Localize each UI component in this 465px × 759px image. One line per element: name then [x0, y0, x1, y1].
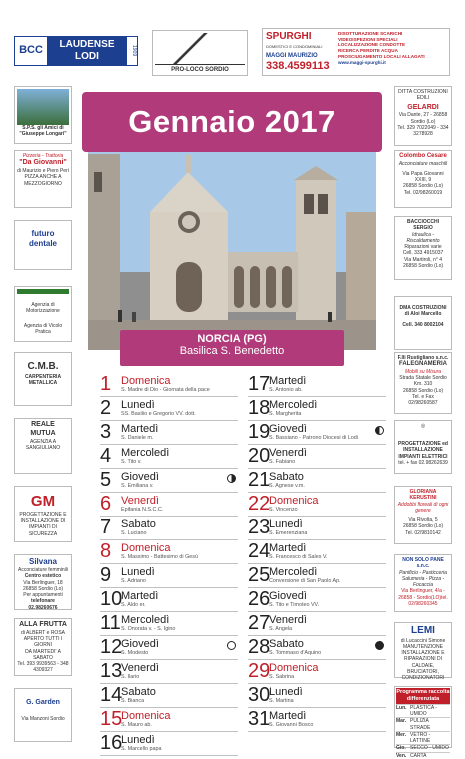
silvana-ad [14, 554, 72, 610]
rustigliano-line4: Strada Statale Sordio Km. 310 [399, 375, 447, 388]
calendar-day [248, 517, 386, 540]
saint-name: S. Marcello papa [121, 745, 162, 752]
saint-name: S. Tito v. [121, 458, 142, 465]
weekday-name: Sabato [121, 518, 156, 531]
saint-name: S. Fabiano [269, 458, 296, 465]
dma-line2: di Aloi Marcello [404, 311, 442, 318]
calendar-day [248, 446, 386, 469]
spurghi-phone: 338.4599113 [266, 60, 330, 73]
weekday-name: Sabato [269, 470, 304, 483]
pescatori-line1: S.P.S. gli Amici di [22, 125, 64, 131]
weekday-name: Martedì [269, 709, 307, 722]
frutta-line5: Tel. 393 9939563 - 348 4309327 [17, 661, 69, 674]
spurghi-service: PROSCIUGAMENTO LOCALI ALLAGATI [338, 53, 425, 59]
proloco-drawing [155, 33, 245, 65]
day-number: 20 [248, 444, 271, 467]
day-number: 13 [100, 659, 123, 682]
day-number: 28 [248, 635, 271, 658]
bacciocchi-line4: Cell. 333 4915037 [402, 250, 444, 257]
frutta-line4: DA MARTEDI' A SABATO [25, 648, 61, 661]
pescatori-line2: "Giuseppe Longari" [19, 131, 67, 138]
colombo-line1: Colombo Cesare [399, 153, 447, 159]
gianetti-ad [394, 420, 452, 474]
day-number: 25 [248, 564, 271, 587]
raccolta-row [396, 717, 450, 731]
raccolta-type: CARTA [410, 752, 427, 759]
cmb-line2: CARPENTERIA METALLICA [24, 373, 62, 386]
bcc-name: LAUDENSE LODI [47, 37, 127, 65]
calendar-day [100, 685, 238, 708]
saint-name: S. Bianca [121, 697, 145, 704]
calendar-day [100, 733, 238, 756]
day-number: 21 [248, 468, 271, 491]
weekday-name: Domenica [121, 375, 171, 387]
saint-name: S. Antonio ab. [269, 387, 303, 393]
caption-subject: Basilica S. Benedetto [179, 345, 285, 357]
saint-name: S. Tito e Timoteo VV. [269, 602, 320, 609]
bacciocchi-line6: 26858 Sordio (Lo) [402, 262, 444, 269]
weekday-name: Giovedì [269, 590, 307, 603]
rustigliano-line3: Mobili su Misura [404, 368, 442, 375]
proloco-name: PRO-LOCO SORDIO [171, 67, 229, 73]
calendar-day [100, 589, 238, 612]
impianti-logo-icon: ◎ [420, 423, 426, 429]
weekday-name: Lunedì [121, 733, 155, 746]
raccolta-type: PULIZIA STRADE [410, 718, 431, 731]
pizzeria-line2: "Da Giovanni" [19, 159, 67, 167]
weekday-name: Mercoledì [121, 614, 170, 626]
frutta-line1: ALLA FRUTTA [19, 621, 67, 628]
saint-name: S. Aldo er. [121, 602, 146, 609]
gelardi-line3: Via Dante, 27 - 26858 Sordio (Lo) [398, 112, 448, 125]
day-number: 3 [100, 420, 112, 443]
saint-name: S. Bassiano - Patrono Diocesi di Lodi [269, 434, 358, 441]
weekday-name: Venerdì [269, 446, 307, 459]
raccolta-day: Ven. [396, 752, 407, 759]
frutta-line3: APERTO TUTTI I GIORNI [23, 636, 63, 649]
day-number: 12 [100, 635, 123, 658]
garden-line1: G. Garden [26, 699, 60, 706]
saint-name: S. Angela [269, 626, 293, 632]
weekday-name: Martedì [121, 590, 159, 603]
calendar-day [100, 422, 238, 445]
nsp-line2: Panificio - Pasticceria [399, 569, 447, 576]
saint-name: S. Tommaso d'Aquino [269, 649, 322, 656]
calendar-day [100, 470, 238, 493]
raccolta-type: PLASTICA - UMIDO [410, 704, 437, 717]
calendar-day [100, 565, 238, 588]
day-number: 8 [100, 540, 112, 563]
raccolta-day: Lun. [396, 704, 407, 711]
weekday-name: Domenica [269, 494, 319, 507]
garden-ad [14, 688, 72, 742]
saint-name: S. Margherita [269, 410, 302, 417]
gm-ad [14, 486, 72, 542]
saint-name: S. Madre di Dio - Giornata della pace [121, 387, 210, 393]
rustigliano-line5: 26858 Sordio (Lo) [402, 387, 444, 394]
colombo-ad [394, 150, 452, 208]
bacciocchi-line2: Idraulica - Riscaldamento [406, 231, 440, 244]
cmb-line1: C.M.B. [27, 361, 59, 372]
raccolta-type: VETRO - LATTINE [410, 731, 431, 744]
photo-caption [120, 330, 344, 366]
day-number: 18 [248, 396, 271, 419]
raccolta-table [396, 704, 450, 759]
saint-name: S. Onorata v. - S. Igino [121, 626, 176, 632]
raccolta-row [396, 704, 450, 718]
day-number: 9 [100, 564, 112, 587]
gelardi-line2: GELARDI [407, 103, 439, 111]
fish-icon [17, 89, 69, 125]
gelardi-ad [394, 86, 452, 146]
calendar-day [100, 613, 238, 636]
day-number: 4 [100, 444, 112, 467]
spurghi-service: DISOTTURAZIONE SCARICHI [338, 31, 403, 36]
calendar-day [248, 470, 386, 493]
nsp-line4: Via Berlinguer, 4/a - 26858 - Sordio(LO)tel. 02/98260345 [398, 588, 448, 607]
agenzia-ad [14, 286, 72, 342]
silvana-line5: 26858 Sordio (Lo) [22, 585, 64, 592]
weekday-name: Giovedì [121, 637, 159, 650]
cmb-ad [14, 352, 72, 406]
raccolta-row [396, 752, 450, 759]
basilica-illustration [88, 152, 376, 350]
saint-name: Epifania N.S.C.C. [121, 506, 164, 513]
pizzeria-line4: PIZZA ANCHE A MEZZOGIORNO [24, 174, 62, 187]
saint-name: S. Massimo - Battesimo di Gesù [121, 554, 198, 561]
saint-name: S. Luciano [121, 530, 147, 537]
day-number: 1 [100, 373, 112, 395]
raccolta-day: Mer. [396, 731, 407, 738]
silvana-line3: Centro estetico [24, 573, 62, 580]
day-number: 22 [248, 492, 271, 515]
reale-line3: AGENZIA A SANGIULIANO [25, 438, 61, 451]
raccolta-day: Mar. [396, 718, 407, 725]
kerustini-line5: Tel. 02/9810142 [405, 529, 441, 536]
saint-name: S. Modesto [121, 649, 149, 656]
saint-name: Conversione di San Paolo Ap. [269, 578, 341, 585]
raccolta-day: Gio. [396, 745, 406, 752]
spurghi-ad [262, 28, 450, 76]
weekday-name: Giovedì [121, 470, 159, 483]
dma-ad [394, 296, 452, 350]
caption-location: NORCIA (PG) [197, 333, 267, 345]
alla-frutta-ad [14, 618, 72, 676]
saint-name: S. Sabrina [269, 673, 295, 680]
saint-name: S. Francesco di Sales V. [269, 554, 328, 561]
day-number: 19 [248, 420, 271, 443]
saint-name: S. Mauro ab. [121, 721, 152, 728]
calendar-day [100, 446, 238, 469]
kerustini-line4: 26858 Sordio (Lo) [402, 523, 444, 530]
calendar-day [248, 685, 386, 708]
day-number: 17 [248, 373, 271, 395]
spurghi-person: MAGGI MAURIZIO [266, 52, 318, 59]
weekday-name: Mercoledì [121, 446, 170, 459]
bacciocchi-line5: Via Martiroli, n° 4 [403, 256, 443, 263]
spurghi-service: LOCALIZZAZIONE CONDOTTE [338, 42, 406, 48]
saint-name: S. Vincenzo [269, 506, 298, 513]
gianetti-line3: tel. + fax 02.98262639 [398, 459, 448, 466]
silvana-line2: Acconciature femminili [17, 567, 69, 573]
day-number: 6 [100, 492, 112, 515]
weekday-name: Venerdì [121, 661, 159, 674]
month-title-banner [82, 92, 382, 152]
basilica-photo [88, 152, 376, 350]
rustigliano-ad [394, 352, 452, 414]
pizzeria-line1: Pizzeria - Trattoria [22, 153, 64, 159]
pizzeria-line3: di Maurizio e Piero Peri [17, 168, 69, 174]
colombo-line2: Acconciature maschili [398, 160, 448, 167]
reale-line1: REALE [31, 421, 55, 428]
calendar-day [248, 541, 386, 564]
weekday-name: Mercoledì [269, 398, 318, 411]
weekday-name: Martedì [269, 542, 307, 555]
day-number: 30 [248, 683, 271, 706]
spurghi-name: SPURGHI [266, 31, 312, 42]
futuro-dentale-ad [14, 220, 72, 270]
raccolta-type: SECCO - UMIDO [410, 745, 449, 752]
bcc-logo: BCC [19, 44, 43, 57]
kerustini-line3: Via Rivolta, 5 [408, 517, 438, 523]
reale-mutua-ad [14, 418, 72, 474]
calendar-day [248, 613, 386, 636]
colombo-line5: Tel. 02/98260019 [403, 189, 443, 196]
agenzia-line2: Agenzia di Vicolo Pratica [23, 322, 63, 335]
agenzia-stripe [17, 289, 69, 294]
gianetti-line1: PROGETTAZIONE ed INSTALLAZIONE [398, 441, 448, 454]
garden-line2: Via Manzoni Sordio [21, 715, 65, 722]
lemi-line2: di Lucaccini Simone [400, 637, 446, 644]
weekday-name: Lunedì [269, 685, 303, 698]
calendar-day [100, 398, 238, 421]
day-number: 23 [248, 516, 271, 539]
futuro-line2: dentale [28, 239, 57, 248]
weekday-name: Mercoledì [269, 566, 318, 579]
day-number: 29 [248, 659, 271, 682]
bacciocchi-line1: BACCIOCCHI SERGIO [407, 219, 439, 232]
gianetti-line2: IMPIANTI ELETTRICI [398, 453, 448, 460]
saint-name: S. Daniele m. [121, 434, 154, 441]
saint-name: S. Emiliana v. [121, 482, 154, 489]
calendar-day [248, 494, 386, 517]
saint-name: S. Martina [269, 697, 294, 704]
gm-line1: GM [30, 493, 56, 510]
kerustini-line2: Addobbi floreali di ogni genere [397, 501, 449, 514]
bcc-year: 1909 [131, 45, 137, 57]
day-number: 2 [100, 396, 112, 419]
weekday-name: Venerdì [269, 614, 307, 626]
colombo-line3: Via Papa Giovanni XXIII, 9 [402, 170, 444, 183]
gm-line2: PROGETTAZIONE E INSTALLAZIONE DI IMPIANTI DI SICUREZZA [19, 511, 67, 537]
silvana-line1: Silvana [28, 557, 57, 566]
calendar-day [100, 661, 238, 684]
day-number: 15 [100, 707, 123, 730]
spurghi-web: www.maggi-spurghi.it [338, 59, 386, 65]
weekday-name: Martedì [121, 422, 159, 435]
calendar-day [100, 374, 238, 397]
proloco-ad [152, 30, 248, 76]
weekday-name: Domenica [121, 709, 171, 722]
reale-line2: MUTUA [30, 429, 56, 437]
weekday-name: Venerdì [121, 494, 159, 507]
silvana-line4: Via Berlinguer, 18 [23, 579, 63, 586]
day-number: 31 [248, 707, 271, 730]
weekday-name: Domenica [121, 542, 171, 555]
calendar-day [100, 517, 238, 540]
calendar-day [100, 709, 238, 732]
saint-name: S. Adriano [121, 578, 146, 585]
lemi-line3: MANUTENZIONE INSTALLAZIONE E RIPARAZIONI DI CALDAIE, BRUCIATORI, CONDIZIONATORI [401, 643, 445, 681]
calendar-day [100, 494, 238, 517]
raccolta-ad [394, 686, 452, 759]
weekday-name: Sabato [121, 685, 156, 698]
day-number: 10 [100, 588, 123, 611]
frutta-line2: di ALBERT e ROSA [20, 629, 65, 636]
moon-phase-icon [227, 641, 236, 650]
agenzia-line1: Agenzia di Motorizzazione [26, 302, 60, 315]
lemi-line1: LEMI [411, 625, 435, 636]
gelardi-line4: Tel. 329 7022049 - 334 3278928 [397, 124, 449, 137]
weekday-name: Lunedì [121, 398, 155, 411]
kerustini-line1: GLORIANA KERUSTINI [409, 489, 437, 502]
spurghi-service: VIDEOISPEZIONI SPECIALI [338, 36, 398, 42]
bacciocchi-ad [394, 216, 452, 280]
day-number: 27 [248, 612, 271, 634]
raccolta-row [396, 744, 450, 751]
weekday-name: Domenica [269, 661, 319, 674]
calendar-day [248, 422, 386, 445]
day-number: 14 [100, 683, 123, 706]
rustigliano-line2: FALEGNAMERIA [399, 361, 447, 368]
weekday-name: Sabato [269, 637, 304, 650]
nsp-line1: NON SOLO PANE s.n.c. [402, 557, 444, 570]
day-number: 16 [100, 731, 123, 754]
day-number: 11 [100, 612, 121, 634]
day-number: 7 [100, 516, 112, 539]
dma-line3: Cell. 340 8002104 [402, 321, 444, 328]
rustigliano-line6: Tel. e Fax 02/98260587 [408, 393, 438, 406]
calendar-day [248, 374, 386, 397]
bcc-laudense-ad [14, 36, 138, 66]
pescatori-ad [14, 86, 72, 144]
weekday-name: Lunedì [269, 518, 303, 531]
saint-name: S. Ilario [121, 673, 140, 680]
rustigliano-line1: F.lli Rustigliano s.n.c. [397, 355, 449, 361]
raccolta-row [396, 731, 450, 745]
weekday-name: Lunedì [121, 566, 155, 579]
saint-name: S. Agnese v.m. [269, 482, 305, 489]
calendar-day [248, 661, 386, 684]
day-number: 5 [100, 468, 112, 491]
silvana-line6: Per appuntamenti [23, 592, 63, 598]
gelardi-line1: DITTA COSTRUZIONI EDILI [398, 89, 448, 102]
bacciocchi-line3: Riparazioni varie [404, 244, 442, 250]
spurghi-sub: DOMESTICI E CONDOMINIALI [266, 43, 323, 49]
moon-phase-icon [375, 426, 384, 435]
colombo-line4: 26858 Sordio (Lo) [402, 183, 444, 190]
calendar-day [100, 637, 238, 660]
calendar-day [248, 637, 386, 660]
dma-line1: DMA COSTRUZIONI [399, 305, 447, 311]
calendar-day [248, 589, 386, 612]
pizzeria-ad [14, 150, 72, 208]
moon-phase-icon [375, 641, 384, 650]
day-number: 26 [248, 588, 271, 611]
calendar-day [248, 709, 386, 732]
silvana-line7: telefonare 02.98260676 [28, 598, 58, 611]
saint-name: SS. Basilio e Gregorio VV. dott. [121, 410, 196, 417]
calendar-day [248, 398, 386, 421]
spurghi-service: RICERCA PERDITE ACQUA [338, 48, 398, 54]
kerustini-ad [394, 486, 452, 544]
non-solo-pane-ad [394, 554, 452, 612]
lemi-ad [394, 622, 452, 681]
month-title: Gennaio 2017 [128, 104, 336, 139]
futuro-line1: futuro [31, 229, 55, 238]
calendar-day [100, 541, 238, 564]
saint-name: S. Emerenziana [269, 530, 308, 537]
raccolta-title: Programma raccolta differenziata [396, 689, 450, 702]
weekday-name: Giovedì [269, 422, 307, 435]
calendar-day [248, 565, 386, 588]
nsp-line3: Salumeria - Pizza - Focaccia [401, 575, 445, 588]
moon-phase-icon [227, 474, 236, 483]
weekday-name: Martedì [269, 375, 307, 387]
saint-name: S. Giovanni Bosco [269, 721, 314, 728]
day-number: 24 [248, 540, 271, 563]
